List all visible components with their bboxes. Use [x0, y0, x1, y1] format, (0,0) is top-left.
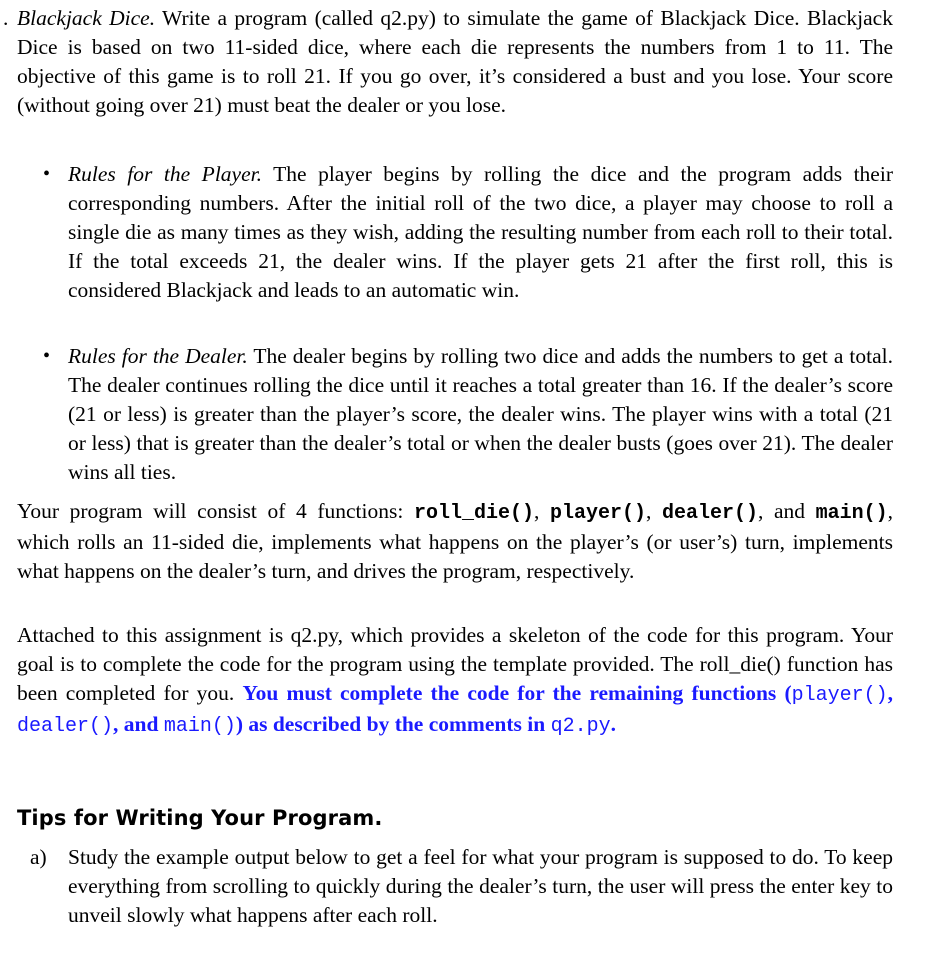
tips-heading: Tips for Writing Your Program. — [17, 806, 383, 830]
player-rules — [43, 160, 893, 305]
functions-paragraph — [17, 497, 893, 586]
text-segment: Attached to this assignment is q2.py, which provides a skeleton of the code for this program. Your goal is to complete the code for the program using the template provided. The roll_die() function has been completed for you. — [17, 623, 893, 705]
tip-text: Study the example output below to get a feel for what your program is supposed to do. To keep everything from scrolling to quickly during the dealer’s turn, the user will press the enter key to unveil slowly what happens after each roll. — [68, 845, 893, 927]
dealer-rules — [43, 342, 893, 487]
rule-text: The dealer begins by rolling two dice and adds the numbers to get a total. The dealer continues rolling the dice until it reaches a total greater than 16. If the dealer’s score (21 or less) is greater than the player’s score, the dealer wins. The player wins with a total (21 or less) that is greater than the dealer’s total or when the dealer busts (goes over 21). The dealer wins all ties. — [68, 344, 893, 484]
text-segment: ) as described by the comments in — [235, 712, 551, 736]
text-segment: You must complete the code for the remaining functions ( — [242, 681, 792, 705]
tip-label: a) — [30, 845, 47, 869]
code-main: main() — [815, 502, 888, 525]
rule-title: Rules for the Dealer. — [68, 344, 248, 368]
bullet-icon: • — [43, 163, 51, 185]
rule-text: The player begins by rolling the dice and the program adds their corresponding numbers. After the initial roll of the two dice, a player may choose to roll a single die as many times as they wish, adding the resulting number from each roll to their total. If the total exceeds 21, the dealer wins. If the player gets 21 after the first roll, this is considered Blackjack and leads to an automatic win. — [68, 162, 893, 302]
text-segment: , and — [757, 499, 816, 523]
code-dealer: dealer() — [17, 715, 114, 738]
text-segment: . — [610, 712, 616, 736]
attached-paragraph — [17, 621, 893, 741]
code-dealer: dealer() — [661, 502, 758, 525]
text-segment: , which rolls an 11-sided die, implements what happens on the player’s (or user’s) turn, implements what happens on the dealer’s turn, and drives the program, respectively. — [17, 499, 893, 583]
code-file: q2.py — [550, 715, 611, 738]
code-player: player() — [791, 684, 888, 707]
rule-title: Rules for the Player. — [68, 162, 262, 186]
text-segment: , — [887, 681, 893, 705]
tip-item — [30, 843, 893, 930]
code-main: main() — [163, 715, 236, 738]
rule-item-dealer — [43, 342, 893, 487]
code-roll-die: roll_die() — [413, 502, 534, 525]
intro-title: Blackjack Dice. — [17, 6, 156, 30]
tips-list — [30, 843, 893, 930]
text-segment: Your program will consist of 4 functions: — [17, 499, 414, 523]
text-segment: , — [645, 499, 662, 523]
rule-item-player — [43, 160, 893, 305]
intro-text: Write a program (called q2.py) to simulate the game of Blackjack Dice. Blackjack Dice is based on two 11-sided dice, where each die represents the numbers from 1 to 11. The objective of this game is to roll 21. If you go over, it’s considered a bust and you lose. Your score (without going over 21) must beat the dealer or you lose. — [17, 6, 893, 117]
text-segment: , — [533, 499, 550, 523]
text-segment: , and — [113, 712, 164, 736]
bullet-icon: • — [43, 345, 51, 367]
list-marker: . — [3, 6, 9, 30]
code-player: player() — [549, 502, 646, 525]
intro-paragraph — [17, 4, 893, 120]
